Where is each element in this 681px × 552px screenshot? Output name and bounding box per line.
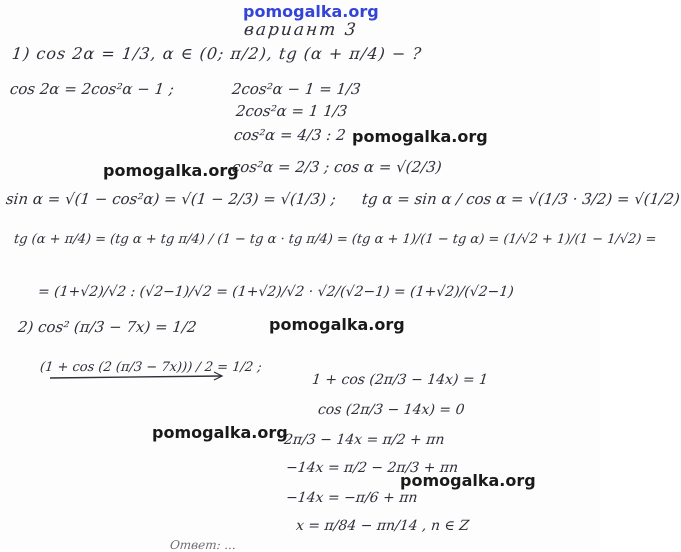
problem2-line6: x = π/84 − πn/14 , n ∈ Z bbox=[295, 518, 470, 534]
problem1-line4: cos²α = 2/3 ; cos α = √(2/3) bbox=[231, 158, 443, 176]
problem1-line6: tg (α + π/4) = (tg α + tg π/4) / (1 − tg α · tg π/4) = (tg α + 1)/(1 − tg α) = (1/√2 + 1)/(1 − 1/√2) = bbox=[13, 232, 658, 247]
watermark-5: pomogalka.org bbox=[400, 471, 536, 490]
problem2-line7: Ответ: ... bbox=[169, 538, 237, 552]
problem2-line2: cos (2π/3 − 14x) = 0 bbox=[317, 402, 466, 418]
problem2-line1b: 1 + cos (2π/3 − 14x) = 1 bbox=[311, 372, 489, 388]
problem1-line5: sin α = √(1 − cos²α) = √(1 − 2/3) = √(1/3) ; bbox=[5, 190, 337, 208]
problem2-line3: 2π/3 − 14x = π/2 + πn bbox=[283, 432, 446, 448]
problem1-line7: = (1+√2)/√2 : (√2−1)/√2 = (1+√2)/√2 · √2/(√2−1) = (1+√2)/(√2−1) bbox=[37, 284, 515, 300]
watermark-3: pomogalka.org bbox=[269, 315, 405, 334]
problem2-statement: 2) cos² (π/3 − 7x) = 1/2 bbox=[17, 318, 198, 336]
problem1-line3: cos²α = 4/3 : 2 bbox=[233, 126, 347, 144]
problem1-statement: 1) cos 2α = 1/3, α ∈ (0; π/2), tg (α + π/4) − ? bbox=[11, 44, 423, 63]
watermark-4: pomogalka.org bbox=[152, 423, 288, 442]
variant-heading: вариант 3 bbox=[242, 20, 359, 40]
problem2-line4: −14x = π/2 − 2π/3 + πn bbox=[285, 460, 459, 476]
problem2-line5: −14x = −π/6 + πn bbox=[285, 490, 419, 506]
watermark-1: pomogalka.org bbox=[352, 127, 488, 146]
problem1-line5b: tg α = sin α / cos α = √(1/3 · 3/2) = √(1/2) bbox=[361, 190, 681, 208]
problem1-line1b: 2cos²α − 1 = 1/3 bbox=[231, 80, 362, 98]
problem2-line1: (1 + cos (2 (π/3 − 7x))) / 2 = 1/2 ; bbox=[39, 360, 263, 375]
problem1-line2: 2cos²α = 1 1/3 bbox=[235, 102, 349, 120]
watermark-2: pomogalka.org bbox=[103, 161, 239, 180]
watermark-top: pomogalka.org bbox=[243, 2, 379, 21]
problem1-line1: cos 2α = 2cos²α − 1 ; bbox=[9, 80, 175, 98]
